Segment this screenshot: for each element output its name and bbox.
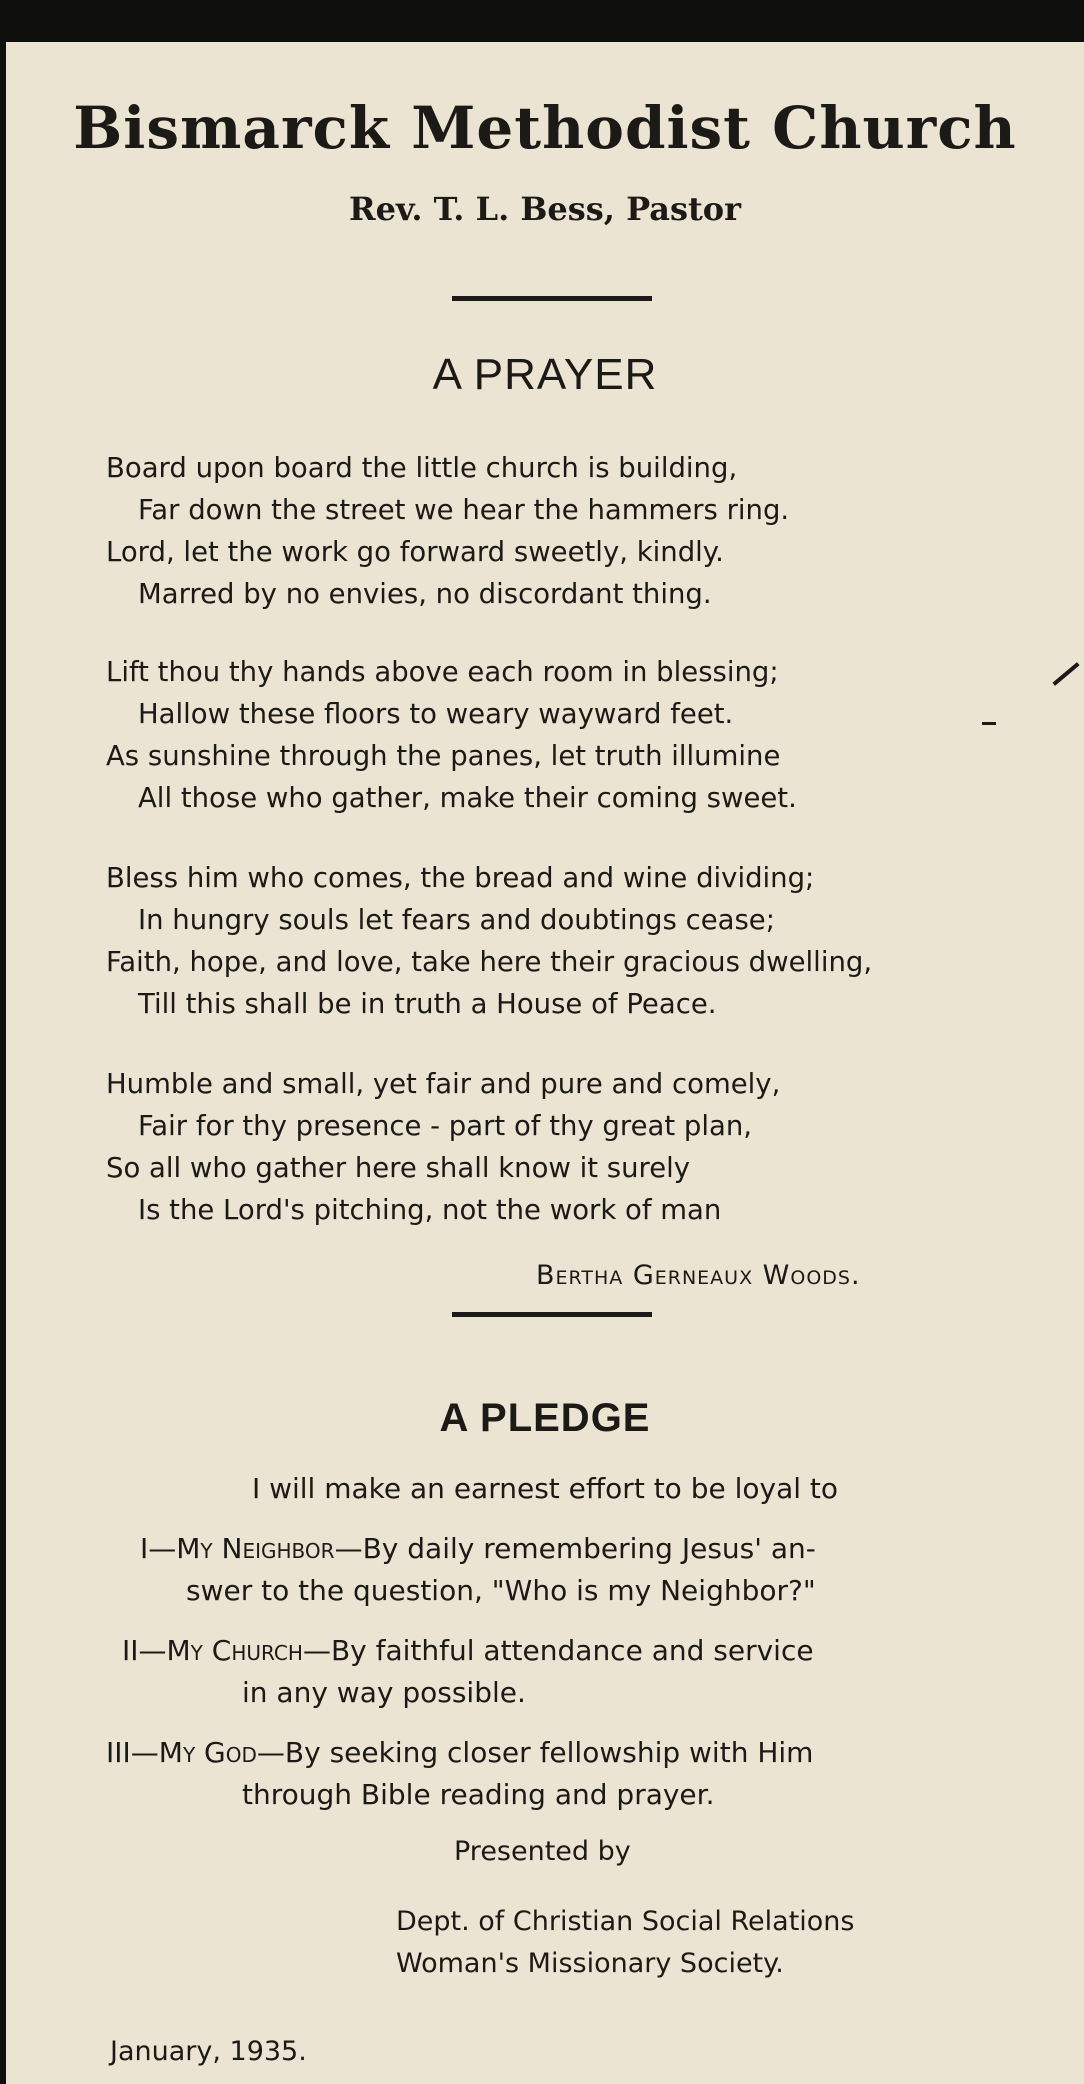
- pen-mark: [982, 722, 996, 725]
- pastor-name: Rev. T. L. Bess, Pastor: [348, 190, 741, 228]
- poem-line: Lord, let the work go forward sweetly, kindly.: [106, 536, 724, 568]
- pledge-label: My Neighbor: [176, 1532, 335, 1565]
- prayer-title: A PRAYER: [432, 350, 658, 399]
- pledge-text-continued: swer to the question, "Who is my Neighbor?": [186, 1574, 816, 1607]
- pledge-text: —By seeking closer fellowship with Him: [256, 1736, 814, 1769]
- presenting-society: Woman's Missionary Society.: [396, 1948, 784, 1979]
- poem-line: Far down the street we hear the hammers ring.: [138, 494, 790, 526]
- pledge-number: II—: [122, 1634, 167, 1667]
- poem-line: Bless him who comes, the bread and wine dividing;: [106, 862, 815, 894]
- poem-line: Lift thou thy hands above each room in blessing;: [106, 656, 779, 688]
- prayer-card: [6, 42, 1084, 2084]
- pledge-number: III—: [106, 1736, 159, 1769]
- poem-line: Humble and small, yet fair and pure and comely,: [106, 1068, 781, 1100]
- poem-line: Is the Lord's pitching, not the work of man: [138, 1194, 722, 1226]
- poem-line: In hungry souls let fears and doubtings cease;: [138, 904, 775, 936]
- pledge-title: A PLEDGE: [439, 1396, 651, 1440]
- pledge-item-god: [106, 1736, 813, 1769]
- church-name: Bismarck Methodist Church: [73, 94, 1017, 162]
- poem-line: Fair for thy presence - part of thy great plan,: [138, 1110, 752, 1142]
- pledge-label: My God: [158, 1736, 257, 1769]
- divider-top: [452, 296, 652, 301]
- poem-line: Till this shall be in truth a House of Peace.: [138, 988, 717, 1020]
- poem-line: Marred by no envies, no discordant thing.: [138, 578, 712, 610]
- pledge-item-neighbor: [140, 1532, 816, 1565]
- pledge-text: —By faithful attendance and service: [302, 1634, 814, 1667]
- presented-by: Presented by: [454, 1836, 631, 1867]
- presenting-department: Dept. of Christian Social Relations: [396, 1906, 855, 1937]
- pen-mark: [1052, 662, 1079, 686]
- poem-line: So all who gather here shall know it surely: [106, 1152, 691, 1184]
- pledge-intro: I will make an earnest effort to be loyal to: [251, 1472, 839, 1505]
- poem-line: Board upon board the little church is building,: [106, 452, 738, 484]
- poem-line: As sunshine through the panes, let truth illumine: [106, 740, 781, 772]
- date: January, 1935.: [110, 2036, 307, 2067]
- divider-middle: [452, 1312, 652, 1317]
- pledge-text-continued: through Bible reading and prayer.: [242, 1778, 715, 1811]
- poem-line: Faith, hope, and love, take here their gracious dwelling,: [106, 946, 873, 978]
- pledge-number: I—: [140, 1532, 177, 1565]
- poem-author: Bertha Gerneaux Woods.: [536, 1260, 861, 1291]
- poem-line: All those who gather, make their coming sweet.: [138, 782, 797, 814]
- pledge-item-church: [122, 1634, 814, 1667]
- pledge-text-continued: in any way possible.: [242, 1676, 526, 1709]
- poem-line: Hallow these floors to weary wayward feet.: [138, 698, 734, 730]
- pledge-text: —By daily remembering Jesus' an-: [334, 1532, 816, 1565]
- pledge-label: My Church: [166, 1634, 303, 1667]
